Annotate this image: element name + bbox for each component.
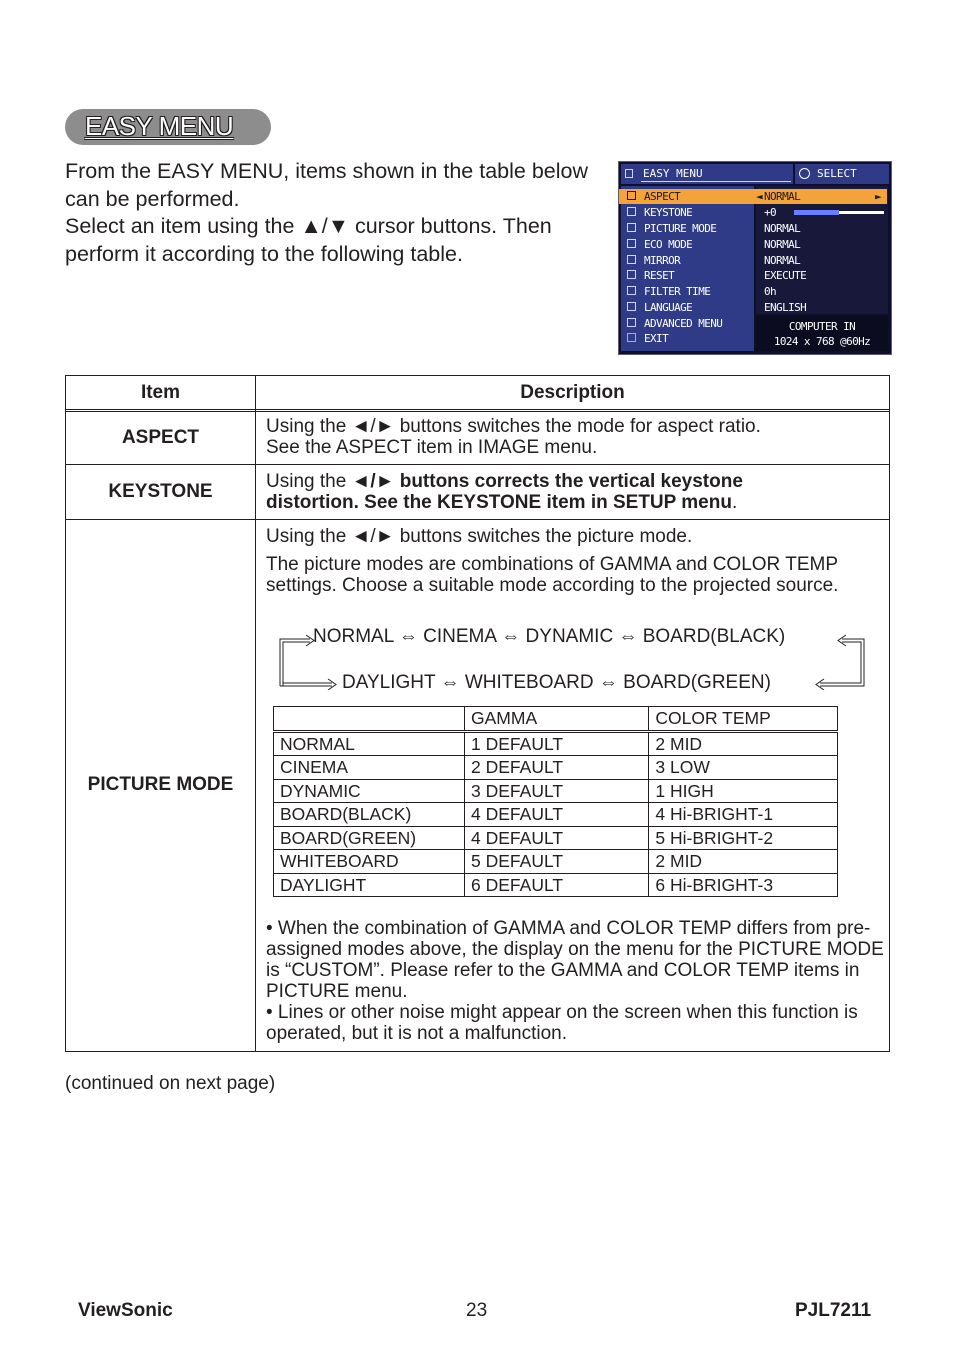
table-cell: CINEMA — [274, 756, 465, 780]
osd-item-filter-time[interactable] — [619, 284, 887, 299]
item-keystone: KEYSTONE — [108, 481, 213, 502]
osd-item-value: NORMAL — [764, 254, 801, 267]
osd-header-select — [795, 164, 889, 184]
keystone-slider-fill — [794, 210, 839, 215]
desc-keystone — [266, 471, 886, 513]
picture-mode-notes — [266, 918, 884, 1044]
header-description: Description — [520, 382, 625, 403]
table-cell: 4 DEFAULT — [465, 803, 649, 827]
left-arrow-icon: ◄ — [756, 190, 763, 203]
osd-item-label: EXIT — [644, 332, 669, 345]
osd-header-title: EASY MENU — [643, 167, 703, 180]
table-cell: 5 Hi-BRIGHT-2 — [649, 826, 838, 850]
osd-item-value: 0h — [764, 285, 777, 298]
osd-item-label: ASPECT — [644, 190, 681, 203]
table-cell: 5 DEFAULT — [465, 850, 649, 874]
desc-keystone-bold1: ◄/► buttons corrects the vertical keystone — [351, 471, 743, 492]
header-item: Item — [140, 382, 181, 403]
footer-brand: ViewSonic — [78, 1300, 173, 1321]
osd-item-value: NORMAL — [764, 238, 801, 251]
reset-icon — [627, 270, 636, 279]
eco-mode-icon — [627, 239, 636, 248]
footer-model: PJL7211 — [795, 1300, 872, 1321]
intro-line-1: From the EASY MENU, items shown in the table below can be performed. — [65, 159, 588, 211]
item-aspect: ASPECT — [121, 427, 200, 448]
cycle-top-row: NORMAL ⇔ CINEMA ⇔ DYNAMIC ⇔ BOARD(BLACK) — [313, 626, 786, 647]
table-cell: 3 DEFAULT — [465, 779, 649, 803]
osd-item-value: EXECUTE — [764, 269, 807, 282]
table-row — [274, 826, 838, 850]
osd-item-picture-mode[interactable] — [619, 221, 887, 236]
picture-mode-table-header — [274, 707, 838, 732]
cycle-bottom-row: DAYLIGHT ⇔ WHITEBOARD ⇔ BOARD(GREEN) — [342, 672, 771, 693]
table-row — [274, 756, 838, 780]
picture-mode-table — [273, 706, 838, 897]
table-row — [274, 873, 838, 897]
table-row — [274, 731, 838, 756]
osd-item-label: LANGUAGE — [644, 301, 693, 314]
osd-item-mirror[interactable] — [619, 253, 887, 268]
keystone-slider-track — [794, 211, 884, 214]
intro-text — [65, 158, 605, 268]
desc-picture-mode-p1: Using the ◄/► buttons switches the picture mode. — [266, 526, 693, 547]
osd-item-value: +0 — [764, 206, 777, 219]
table-cell: 4 DEFAULT — [465, 826, 649, 850]
table-cell: 1 HIGH — [649, 779, 838, 803]
continued-note: (continued on next page) — [65, 1073, 276, 1094]
table-cell: 2 MID — [649, 731, 838, 756]
aspect-icon — [627, 191, 636, 200]
osd-item-label: MIRROR — [644, 254, 681, 267]
table-cell: WHITEBOARD — [274, 850, 465, 874]
column-divider — [255, 376, 256, 1051]
picture-mode-table-header-cell: COLOR TEMP — [649, 707, 838, 732]
osd-item-exit[interactable] — [619, 331, 754, 346]
easy-menu-osd — [618, 161, 892, 355]
table-cell: 6 Hi-BRIGHT-3 — [649, 873, 838, 897]
osd-item-aspect[interactable] — [619, 189, 887, 204]
desc-keystone-bold2: distortion. See the KEYSTONE item in SETUP menu — [266, 492, 732, 513]
osd-item-value: NORMAL — [764, 190, 801, 203]
row-divider — [66, 519, 889, 520]
desc-keystone-tail: . — [731, 492, 738, 513]
table-row — [274, 850, 838, 874]
osd-signal-resolution: 1024 x 768 @60Hz — [773, 335, 871, 348]
picture-mode-table-header-cell — [274, 707, 465, 732]
osd-item-label: RESET — [644, 269, 675, 282]
osd-item-label: FILTER TIME — [644, 285, 711, 298]
table-cell: NORMAL — [274, 731, 465, 756]
osd-item-label: KEYSTONE — [644, 206, 693, 219]
footer-page-number: 23 — [466, 1300, 488, 1321]
osd-item-value: NORMAL — [764, 222, 801, 235]
osd-select-label: SELECT — [817, 167, 857, 180]
osd-item-label: PICTURE MODE — [644, 222, 717, 235]
desc-aspect — [266, 416, 886, 458]
picture-mode-table-header-cell: GAMMA — [465, 707, 649, 732]
table-cell: DAYLIGHT — [274, 873, 465, 897]
osd-item-label: ADVANCED MENU — [644, 317, 723, 330]
table-cell: 2 MID — [649, 850, 838, 874]
desc-picture-mode-p2: The picture modes are combinations of GAMMA and COLOR TEMP settings. Choose a suitable mode according to the projected source. — [266, 554, 839, 596]
osd-item-advanced-menu[interactable] — [619, 316, 754, 331]
osd-signal-info — [756, 316, 888, 351]
table-cell: 2 DEFAULT — [465, 756, 649, 780]
table-cell: 6 DEFAULT — [465, 873, 649, 897]
row-divider — [66, 411, 889, 412]
table-cell: 1 DEFAULT — [465, 731, 649, 756]
desc-aspect-line1: Using the ◄/► buttons switches the mode for aspect ratio. — [266, 416, 761, 437]
exit-icon — [627, 333, 636, 342]
note-noise: • Lines or other noise might appear on the screen when this function is operated, but it is not a malfunction. — [266, 1002, 858, 1044]
language-icon — [627, 302, 636, 311]
table-row — [274, 803, 838, 827]
osd-header-underline — [641, 181, 791, 182]
section-title-pill — [65, 109, 271, 145]
osd-signal-source: COMPUTER IN — [788, 320, 856, 333]
table-cell: 3 LOW — [649, 756, 838, 780]
right-arrow-icon: ► — [875, 190, 882, 203]
osd-item-label: ECO MODE — [644, 238, 693, 251]
row-divider — [66, 409, 889, 410]
function-table — [65, 375, 890, 1052]
osd-item-reset[interactable] — [619, 268, 887, 283]
osd-item-eco-mode[interactable] — [619, 237, 887, 252]
intro-line-2: Select an item using the ▲/▼ cursor buttons. Then perform it according to the following table. — [65, 214, 552, 266]
osd-header — [621, 164, 793, 184]
item-picture-mode: PICTURE MODE — [87, 774, 234, 795]
keystone-icon — [627, 207, 636, 216]
filter-time-icon — [627, 286, 636, 295]
desc-keystone-lead: Using the — [266, 471, 352, 492]
table-cell: 4 Hi-BRIGHT-1 — [649, 803, 838, 827]
desc-aspect-line2: See the ASPECT item in IMAGE menu. — [266, 437, 598, 458]
table-cell: BOARD(GREEN) — [274, 826, 465, 850]
osd-item-value: ENGLISH — [764, 301, 807, 314]
cursor-pad-icon — [799, 168, 810, 179]
picture-mode-icon — [627, 223, 636, 232]
osd-item-keystone[interactable] — [619, 205, 887, 220]
menu-icon — [625, 169, 633, 178]
section-title: EASY MENU — [85, 111, 234, 141]
mirror-icon — [627, 255, 636, 264]
table-cell: BOARD(BLACK) — [274, 803, 465, 827]
osd-item-language[interactable] — [619, 300, 887, 315]
table-cell: DYNAMIC — [274, 779, 465, 803]
table-row — [274, 779, 838, 803]
advanced-menu-icon — [627, 318, 636, 327]
row-divider — [66, 464, 889, 465]
note-custom: • When the combination of GAMMA and COLOR TEMP differs from pre-assigned modes above, the display on the menu for the PICTURE MODE is “CUSTOM”. Please refer to the GAMMA and COLOR TEMP items in PICTURE menu. — [266, 918, 884, 1002]
